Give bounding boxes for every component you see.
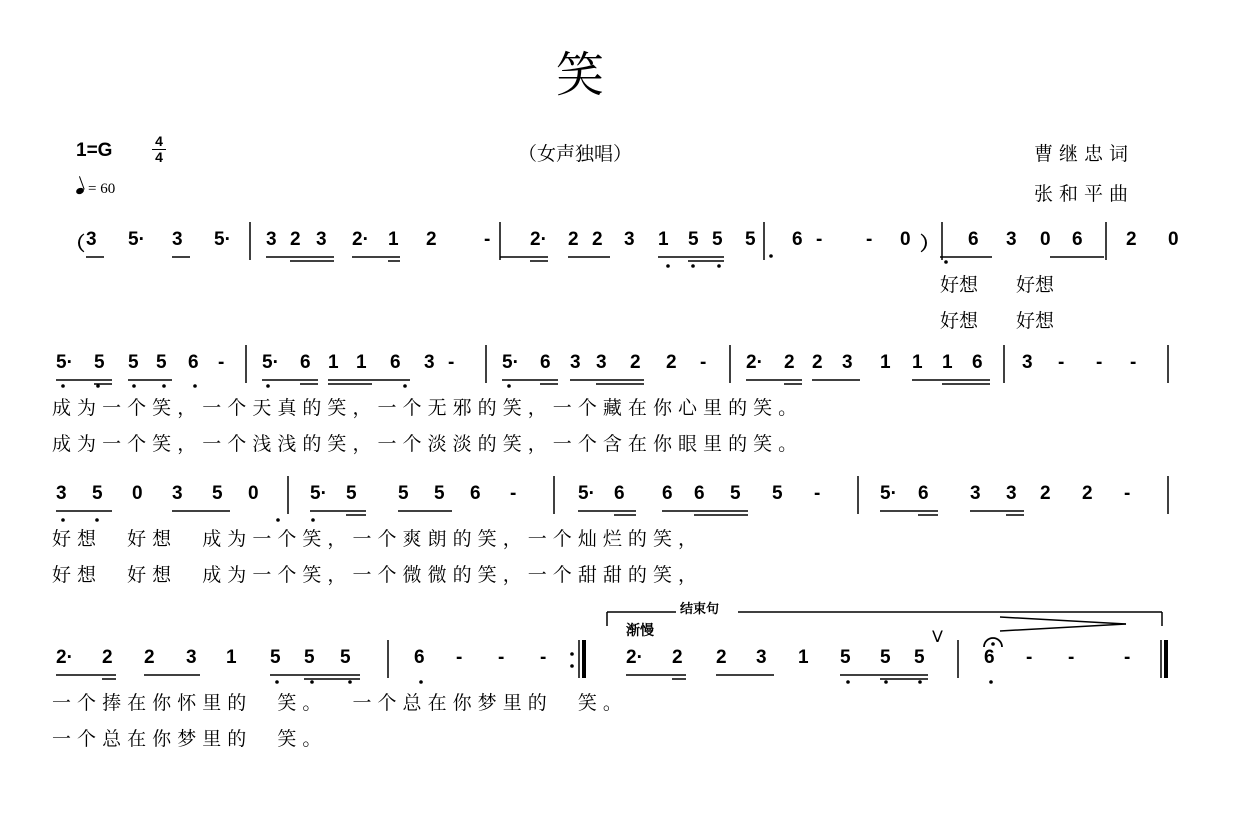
note: 5: [730, 483, 741, 504]
note: -: [218, 352, 225, 373]
note: 2: [716, 647, 727, 668]
note: 3: [842, 352, 853, 373]
time-signature-bottom: 4: [155, 149, 163, 165]
repeat-dot: [570, 652, 574, 656]
octave-dot: [403, 384, 407, 388]
note: -: [1068, 647, 1075, 668]
note: 5: [346, 483, 357, 504]
note: 3: [624, 229, 635, 250]
note: -: [866, 229, 873, 250]
note: 3: [56, 483, 67, 504]
note: 6: [300, 352, 311, 373]
note: 2: [102, 647, 113, 668]
note: 6: [614, 483, 625, 504]
note: 2·: [352, 229, 369, 250]
octave-dot: [310, 680, 314, 684]
note: 2·: [530, 229, 547, 250]
song-title: 笑: [556, 47, 605, 103]
note: 6: [694, 483, 705, 504]
octave-dot: [193, 384, 197, 388]
octave-dot: [846, 680, 850, 684]
octave-dot: [717, 264, 721, 268]
lyric-line: 好 想 好 想 成 为 一 个 笑 ， 一 个 爽 朗 的 笑 ， 一 个 灿 烂 的 笑 ，: [52, 528, 697, 550]
note: -: [1124, 483, 1131, 504]
note: 1: [798, 647, 809, 668]
note: 3: [970, 483, 981, 504]
note: 5: [398, 483, 409, 504]
octave-dot: [132, 384, 136, 388]
note: 3: [756, 647, 767, 668]
octave-dot: [61, 384, 65, 388]
octave-dot: [769, 254, 773, 258]
note: 6: [984, 647, 995, 668]
note: -: [1130, 352, 1137, 373]
tempo-value: = 60: [88, 181, 116, 197]
note: 5: [304, 647, 315, 668]
note: 5: [840, 647, 851, 668]
note: 2·: [746, 352, 763, 373]
lyric-line: 一 个 总 在 你 梦 里 的 笑 。: [52, 728, 322, 750]
note: 5: [156, 352, 167, 373]
note: 5: [94, 352, 105, 373]
note: 2: [426, 229, 437, 250]
note: 6: [390, 352, 401, 373]
note: 3: [316, 229, 327, 250]
note: -: [456, 647, 463, 668]
note: 5: [434, 483, 445, 504]
note: 2: [666, 352, 677, 373]
note: 5·: [880, 483, 897, 504]
note: 3: [172, 229, 183, 250]
note: 2: [144, 647, 155, 668]
note: 1: [880, 352, 891, 373]
note: -: [1058, 352, 1065, 373]
octave-dot: [989, 680, 993, 684]
note: 2: [592, 229, 603, 250]
note: 5: [270, 647, 281, 668]
note: 2: [784, 352, 795, 373]
octave-dot: [266, 384, 270, 388]
subtitle: （女声独唱）: [518, 143, 633, 165]
note: 6: [540, 352, 551, 373]
note: 3: [172, 483, 183, 504]
note: 2: [1040, 483, 1051, 504]
note: 6: [1072, 229, 1083, 250]
octave-dot: [944, 260, 948, 264]
note: -: [1124, 647, 1131, 668]
lyric-line: 成 为 一 个 笑 ， 一 个 天 真 的 笑 ， 一 个 无 邪 的 笑 ， 一 个 藏 在 你 心 里 的 笑 。: [52, 397, 798, 419]
note: 2: [1126, 229, 1137, 250]
note: 5·: [310, 483, 327, 504]
note: 5·: [128, 229, 145, 250]
note: 2: [630, 352, 641, 373]
note: 1: [942, 352, 953, 373]
note: 6: [414, 647, 425, 668]
note: -: [540, 647, 547, 668]
note: 6: [662, 483, 673, 504]
note: 3: [424, 352, 435, 373]
note: 5: [688, 229, 699, 250]
note: 2: [672, 647, 683, 668]
fermata-dot: [991, 642, 995, 646]
lyric-line: 成 为 一 个 笑 ， 一 个 浅 浅 的 笑 ， 一 个 淡 淡 的 笑 ， 一 个 含 在 你 眼 里 的 笑 。: [52, 433, 798, 455]
octave-dot: [275, 680, 279, 684]
key-signature: 1=G: [76, 140, 113, 161]
note: 2·: [626, 647, 643, 668]
note: 3: [1022, 352, 1033, 373]
note: -: [1026, 647, 1033, 668]
note: 6: [470, 483, 481, 504]
note: 3: [596, 352, 607, 373]
note: 3: [186, 647, 197, 668]
note: 5: [712, 229, 723, 250]
note: 6: [188, 352, 199, 373]
breath-mark: V: [932, 627, 943, 646]
note: 3: [1006, 229, 1017, 250]
note: -: [510, 483, 517, 504]
note: 0: [1168, 229, 1179, 250]
note: 5: [914, 647, 925, 668]
octave-dot: [96, 384, 100, 388]
note: -: [814, 483, 821, 504]
note: 1: [226, 647, 237, 668]
note: 5·: [578, 483, 595, 504]
lyric-line: 好想 好想: [940, 310, 1055, 332]
ending-label: 结束句: [680, 602, 720, 617]
note: 1: [356, 352, 367, 373]
lyricist-credit: 曹继忠词: [1034, 143, 1135, 165]
octave-dot: [918, 680, 922, 684]
note: -: [498, 647, 505, 668]
note: 0: [248, 483, 259, 504]
note: 5·: [214, 229, 231, 250]
note: 1: [912, 352, 923, 373]
note: -: [448, 352, 455, 373]
note: 6: [918, 483, 929, 504]
octave-dot: [311, 518, 315, 522]
note: 3: [1006, 483, 1017, 504]
note: 2: [568, 229, 579, 250]
octave-dot: [95, 518, 99, 522]
octave-dot: [61, 518, 65, 522]
note: -: [1096, 352, 1103, 373]
note: 5·: [502, 352, 519, 373]
note: 5: [212, 483, 223, 504]
diminuendo-bottom: [1000, 624, 1126, 631]
note: 3: [570, 352, 581, 373]
note: 5: [92, 483, 103, 504]
lyric-line: 好 想 好 想 成 为 一 个 笑 ， 一 个 微 微 的 笑 ， 一 个 甜 甜 的 笑 ，: [52, 564, 697, 586]
composer-credit: 张和平曲: [1034, 183, 1135, 205]
note: 5: [340, 647, 351, 668]
note: 0: [132, 483, 143, 504]
note: 6: [972, 352, 983, 373]
lyric-line: 好想 好想: [940, 274, 1055, 296]
octave-dot: [884, 680, 888, 684]
octave-dot: [348, 680, 352, 684]
note: 5: [128, 352, 139, 373]
octave-dot: [507, 384, 511, 388]
octave-dot: [276, 518, 280, 522]
octave-dot: [162, 384, 166, 388]
note: 5: [745, 229, 756, 250]
note: 3: [86, 229, 97, 250]
note: 6: [968, 229, 979, 250]
note: 5·: [262, 352, 279, 373]
note: 2: [290, 229, 301, 250]
note: -: [484, 229, 491, 250]
note: 6: [792, 229, 803, 250]
note: -: [816, 229, 823, 250]
note: 2: [1082, 483, 1093, 504]
diminuendo-top: [1000, 617, 1126, 624]
note: 2·: [56, 647, 73, 668]
note: 3: [266, 229, 277, 250]
octave-dot: [691, 264, 695, 268]
octave-dot: [666, 264, 670, 268]
note: 1: [658, 229, 669, 250]
note: 2: [812, 352, 823, 373]
lyric-line: 一 个 捧 在 你 怀 里 的 笑 。 一 个 总 在 你 梦 里 的 笑 。: [52, 692, 622, 714]
note: ）: [920, 234, 940, 255]
note: 5: [772, 483, 783, 504]
note: 5·: [56, 352, 73, 373]
note: 5: [880, 647, 891, 668]
note: 1: [328, 352, 339, 373]
note: 0: [1040, 229, 1051, 250]
note: 0: [900, 229, 911, 250]
note: （: [66, 234, 86, 255]
note: -: [700, 352, 707, 373]
note: 1: [388, 229, 399, 250]
octave-dot: [419, 680, 423, 684]
rit-label: 渐慢: [626, 623, 654, 639]
repeat-dot: [570, 664, 574, 668]
time-signature-top: 4: [155, 133, 163, 149]
